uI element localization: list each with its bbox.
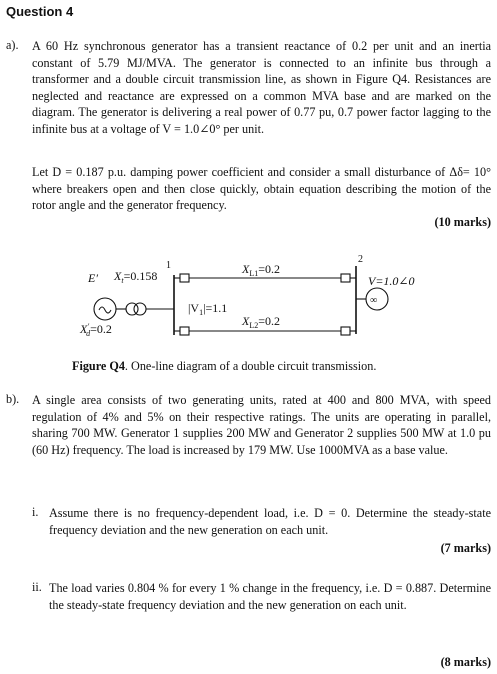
v1-label: $|V_1|=1.1$ — [188, 301, 228, 317]
part-b-label: b). — [6, 392, 20, 406]
e-prime-label: E′ — [88, 271, 98, 285]
part-a-paragraph-1: A 60 Hz synchronous generator has a transient reactance of 0.2 per unit and an inertia constant of 5.79 MJ/MVA. The generator is connected to an infinite bus through a transformer and a double circuit transmission line, as shown in Figure Q4. Resistances are neglected and reactance are expressed on a common MVA base and are marked on the diagram. The generator is delivering a real power of 0.77 pu, 0.7 power factor lagging to the infinite bus at a voltage of V = 1.0∠0° per unit. — [32, 39, 491, 136]
bus-1-label: 1 — [166, 260, 171, 271]
one-line-diagram — [0, 230, 497, 345]
part-b-i-text: Assume there is no frequency-dependent load, i.e. D = 0. Determine the steady-state frequency deviation and the new generation on each unit. — [49, 506, 491, 537]
part-a-label: a). — [6, 38, 19, 52]
xl1-label: $X_{L1}=0.2$ — [242, 262, 281, 278]
part-b-i-marks: (7 marks) — [440, 541, 491, 555]
xl2-label: $X_{L2}=0.2$ — [242, 314, 281, 330]
infinity-symbol: ∞ — [370, 295, 378, 306]
breaker-2a — [341, 274, 350, 282]
part-b-i-label: i. — [32, 505, 39, 519]
infinite-bus-voltage-label: V=1.0∠0 — [368, 274, 415, 288]
xd-label: X′ d=0.2 — [80, 322, 112, 338]
part-b-ii-text: The load varies 0.804 % for every 1 % change in the frequency, i.e. D = 0.887. Determine the steady-state frequency deviation and the new generation on each unit. — [49, 581, 491, 612]
part-a-paragraph-2: Let D = 0.187 p.u. damping power coefficient and consider a small disturbance of Δδ= 10° where breakers open and then close quickly, obtain equation describing the motion of the rotor angle and the generator frequency. — [32, 165, 491, 213]
breaker-2b — [341, 327, 350, 335]
part-b-ii-marks: (8 marks) — [440, 655, 491, 669]
question-title: Question 4 — [6, 4, 74, 19]
bus-2-label: 2 — [358, 254, 363, 265]
part-b-ii-label: ii. — [32, 580, 42, 594]
transformer-secondary — [134, 303, 146, 315]
breaker-1a — [180, 274, 189, 282]
breaker-1b — [180, 327, 189, 335]
figure-caption: Figure Q4. One-line diagram of a double circuit transmission. — [72, 359, 377, 373]
part-b-paragraph: A single area consists of two generating units, rated at 400 and 800 MVA, with speed regulation of 4% and 5% on their respective ratings. The units are operating in parallel, sharing 700 MW. Generator 1 supplies 200 MW and Generator 2 supplies 500 MW at 1.0 pu (60 Hz) frequency. The load is increased by 179 MW. Use 1000MVA as a base value. — [32, 393, 491, 457]
svg-text:Xt=0.158: $X_t=0.158$ — [114, 269, 158, 285]
part-a-marks: (10 marks) — [434, 215, 491, 229]
